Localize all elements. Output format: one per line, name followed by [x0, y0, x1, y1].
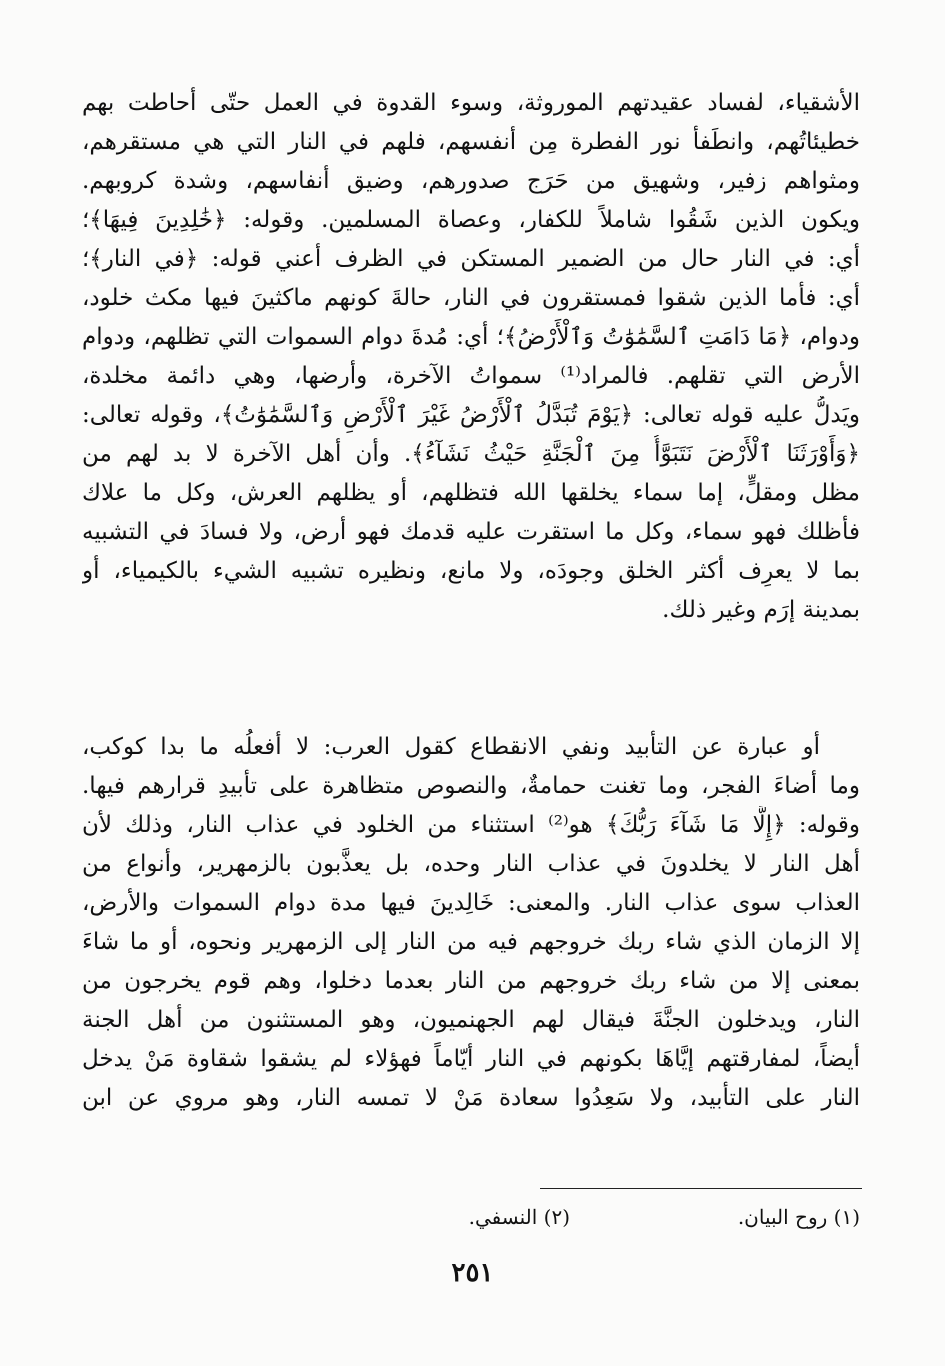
paragraph-2 [82, 728, 860, 1118]
text-line: النار، ويدخلون الجنَّةَ فيقال لهم الجهنميون، وهو المستثنون من أهل الجنة [82, 1007, 860, 1033]
text-line: أي: في النار حال من الضمير المستكن في الظرف أعني قوله: ﴿في النار﴾؛ [82, 246, 860, 272]
text-line: ﴿وَأَوْرَثَنَا ٱلْأَرْضَ نَتَبَوَّأُ مِنَ ٱلْجَنَّةِ حَيْثُ نَشَآءُ﴾. وأن أهل الآخرة لا بد لهم من [82, 441, 860, 467]
text-line: فأظلك فهو سماء، وكل ما استقرت عليه قدمك فهو أرض، ولا فسادَ في التشبيه [82, 519, 860, 545]
text-line: أهل النار لا يخلدونَ في عذاب النار وحده، بل يعذَّبون بالزمهرير، وأنواع من [82, 851, 860, 877]
text-line: ويكون الذين شَقُوا شاملاً للكفار، وعصاة المسلمين. وقوله: ﴿خَٰلِدِينَ فِيهَا﴾؛ [82, 207, 860, 233]
text-line: مظل ومقلٍّ، إما سماء يخلقها الله فتظلهم، أو يظلهم العرش، وكل ما علاك [82, 480, 860, 506]
page-number: ٢٥١ [451, 1258, 494, 1288]
text-line: النار على التأبيد، ولا سَعِدُوا سعادة مَنْ لا تمسه النار، وهو مروي عن ابن [82, 1085, 860, 1111]
text-line: وما أضاءَ الفجر، وما تغنت حمامةٌ، والنصوص متظاهرة على تأبيدِ قرارهم فيها. [82, 773, 860, 799]
text-line: الأشقياء، لفساد عقيدتهم الموروثة، وسوء القدوة في العمل حتّى أحاطت بهم [82, 90, 860, 116]
text-line: العذاب سوى عذاب النار. والمعنى: خَالِدينَ فيها مدة دوام السموات والأرض، [82, 890, 860, 916]
text-line: بمعنى إلا من شاء ربك خروجهم من النار بعدما دخلوا، وهم قوم يخرجون من [82, 968, 860, 994]
text-line: وقوله: ﴿إِلَّا مَا شَآءَ رَبُّكَ﴾ هو⁽²⁾ استثناء من الخلود في عذاب النار، وذلك لأن [82, 812, 860, 838]
text-line: ويَدلُّ عليه قوله تعالى: ﴿يَوْمَ تُبَدَّلُ ٱلْأَرْضُ غَيْرَ ٱلْأَرْضِ وَٱلسَّمَٰوَٰتُ﴾، وقوله تعالى: [82, 402, 860, 428]
text-line: أيضاً، لمفارقتهم إيَّاهَا بكونهم في النار أيّاماً فهؤلاء لم يشقوا شقاوة مَنْ يدخل [82, 1046, 860, 1072]
footnote-2: (٢) النسفي. [468, 1205, 570, 1229]
paragraph-1 [82, 84, 860, 630]
footnote-divider [540, 1188, 862, 1189]
text-line: أي: فأما الذين شقوا فمستقرون في النار، حالةَ كونهم ماكثينَ فيها مكث خلود، [82, 285, 860, 311]
text-line: أو عبارة عن التأبيد ونفي الانقطاع كقول العرب: لا أفعلُه ما بدا كوكب، [82, 734, 820, 760]
text-line: ودوام، ﴿مَا دَامَتِ ٱلسَّمَٰوَٰتُ وَٱلْأَرْضُ﴾؛ أي: مُدةَ دوام السموات التي تظلهم، ودوام [82, 324, 860, 350]
text-line: ومثواهم زفير، وشهيق من حَرَج صدورهم، وضيق أنفاسهم، وشدة كروبهم. [82, 168, 860, 194]
text-line: بمدينة إرَم وغير ذلك. [662, 597, 860, 623]
footnote-1: (١) روح البيان. [737, 1205, 860, 1229]
text-line: الأرض التي تقلهم. فالمراد⁽¹⁾ سمواتُ الآخرة، وأرضها، وهي دائمة مخلدة، [82, 363, 860, 389]
text-line: بما لا يعرِف أكثر الخلق وجودَه، ولا مانع، ونظيره تشبيه الشيء بالكيمياء، أو [82, 558, 860, 584]
text-line: إلا الزمان الذي شاء ربك خروجهم فيه من النار إلى الزمهرير ونحوه، أو ما شاءَ [82, 929, 860, 955]
text-line: خطيئاتُهم، وانطَفأ نور الفطرة مِن أنفسهم، فلهم في النار التي هي مستقرهم، [82, 129, 860, 155]
